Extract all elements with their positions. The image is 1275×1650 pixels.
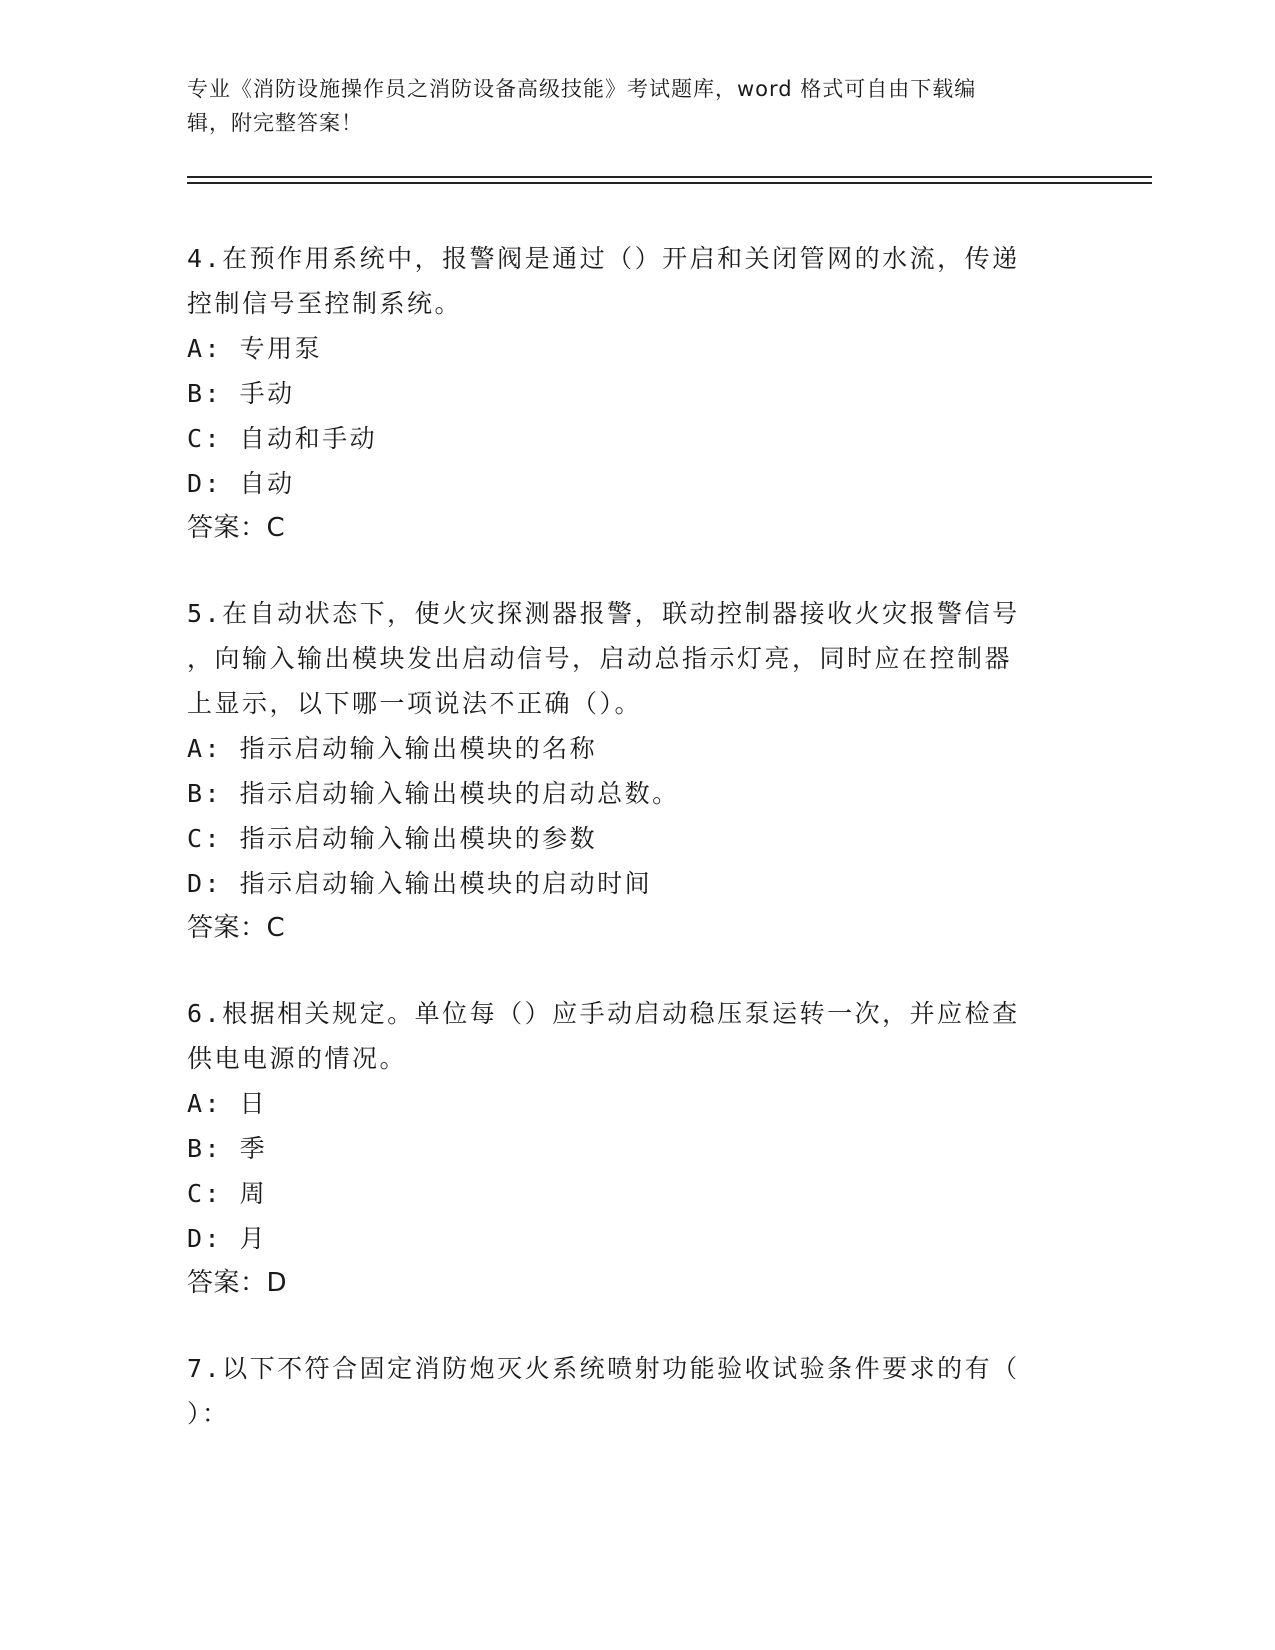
- question-4-answer: 答案：C: [187, 513, 286, 543]
- question-list: [187, 236, 1067, 1476]
- question-7-text-line-2: ）：: [187, 1399, 230, 1428]
- header-line-2: 辑，附完整答案！: [187, 111, 363, 135]
- question-7: [187, 1346, 1067, 1436]
- question-4-text-line-1: 4.在预作用系统中，报警阀是通过（）开启和关闭管网的水流，传递: [187, 244, 1020, 273]
- question-6-text-line-1: 6.根据相关规定。单位每（）应手动启动稳压泵运转一次，并应检查: [187, 999, 1020, 1028]
- question-4-option-a: A: 专用泵: [187, 334, 323, 363]
- question-5-text-line-2: ，向输入输出模块发出启动信号，启动总指示灯亮，同时应在控制器: [187, 644, 1013, 673]
- document-header: [187, 72, 1077, 140]
- question-5-option-b: B: 指示启动输入输出模块的启动总数。: [187, 779, 680, 808]
- question-7-text-line-1: 7.以下不符合固定消防炮灭火系统喷射功能验收试验条件要求的有（: [187, 1354, 1020, 1383]
- question-6-text-line-2: 供电电源的情况。: [187, 1044, 408, 1073]
- question-6: [187, 991, 1067, 1306]
- question-4-text-line-2: 控制信号至控制系统。: [187, 289, 463, 318]
- question-6-option-b: B: 季: [187, 1134, 268, 1163]
- question-5-answer: 答案：C: [187, 913, 286, 943]
- question-6-answer: 答案：D: [187, 1268, 288, 1298]
- question-4-option-b: B: 手动: [187, 379, 295, 408]
- question-5-option-a: A: 指示启动输入输出模块的名称: [187, 734, 598, 763]
- question-6-option-d: D: 月: [187, 1224, 268, 1253]
- question-5-option-d: D: 指示启动输入输出模块的启动时间: [187, 869, 653, 898]
- question-6-option-c: C: 周: [187, 1179, 268, 1208]
- question-6-option-a: A: 日: [187, 1089, 268, 1118]
- question-4-option-d: D: 自动: [187, 469, 295, 498]
- question-4-option-c: C: 自动和手动: [187, 424, 378, 453]
- header-divider-top: [187, 176, 1152, 178]
- header-divider-bottom: [187, 182, 1152, 184]
- question-4: [187, 236, 1067, 551]
- question-5: [187, 591, 1067, 951]
- question-5-text-line-1: 5.在自动状态下，使火灾探测器报警，联动控制器接收火灾报警信号: [187, 599, 1020, 628]
- header-line-1: 专业《消防设施操作员之消防设备高级技能》考试题库，word 格式可自由下载编: [187, 77, 977, 101]
- question-5-text-line-3: 上显示，以下哪一项说法不正确（）。: [187, 689, 643, 718]
- question-5-option-c: C: 指示启动输入输出模块的参数: [187, 824, 598, 853]
